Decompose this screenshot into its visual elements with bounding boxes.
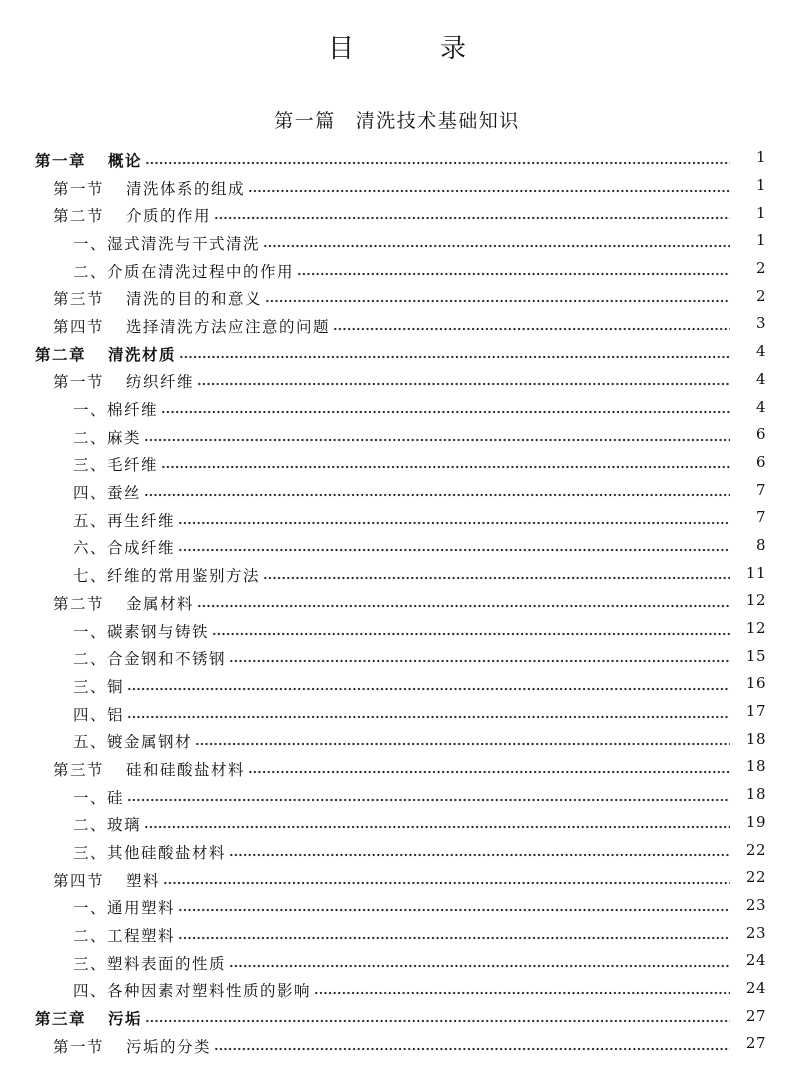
entry-label: 三、 (73, 456, 108, 475)
page-title: 目录 (327, 34, 552, 64)
entry-label: 一、 (73, 401, 108, 420)
entry-page-number: 4 (755, 397, 766, 416)
entry-label: 第一节 (53, 1037, 105, 1056)
entry-label: 第一节 (53, 179, 105, 198)
entry-label: 第二节 (53, 594, 105, 613)
entry-label: 四、 (73, 982, 108, 1001)
dot-leader (297, 272, 730, 276)
entry-label: 第一章 (35, 150, 87, 170)
chapter-entry (35, 340, 766, 368)
entry-page-number: 27 (745, 1006, 766, 1025)
dot-leader (333, 327, 730, 331)
entry-label: 二、 (73, 262, 108, 281)
entry-page-number: 4 (755, 369, 766, 388)
entry-label: 四、 (73, 484, 108, 503)
entry-title: 玻璃 (107, 816, 142, 835)
subsection-entry (35, 423, 766, 451)
entry-page-number: 22 (745, 868, 766, 887)
entry-title: 麻类 (107, 428, 142, 447)
entry-page-number: 22 (745, 840, 766, 859)
entry-page-number: 24 (745, 978, 766, 997)
chapter-entry (35, 1004, 766, 1032)
entry-label: 五、 (73, 511, 108, 530)
dot-leader (178, 521, 730, 525)
subsection-entry (35, 506, 766, 534)
entry-page-number: 4 (755, 342, 766, 361)
entry-title: 污垢的分类 (126, 1037, 212, 1056)
dot-leader (161, 410, 730, 414)
entry-page-number: 18 (745, 729, 766, 748)
entry-page-number: 24 (745, 951, 766, 970)
entry-title: 塑料表面的性质 (107, 954, 227, 973)
dot-leader (178, 548, 730, 552)
entry-title: 蚕丝 (107, 484, 142, 503)
entry-page-number: 27 (745, 1034, 766, 1053)
section-entry (35, 174, 766, 202)
entry-page-number: 1 (755, 231, 766, 250)
dot-leader (263, 576, 730, 580)
entry-page-number: 6 (755, 425, 766, 444)
entry-label: 第二章 (35, 344, 87, 364)
entry-label: 第四节 (53, 871, 105, 890)
entry-label: 一、 (73, 622, 108, 641)
entry-title: 介质的作用 (126, 207, 212, 226)
dot-leader (248, 189, 730, 193)
entry-label: 六、 (73, 539, 108, 558)
section-entry (35, 1032, 766, 1060)
table-of-contents (35, 146, 766, 1060)
entry-title: 铝 (107, 705, 125, 724)
entry-title: 各种因素对塑料性质的影响 (107, 982, 312, 1001)
section-entry (35, 312, 766, 340)
subsection-entry (35, 561, 766, 589)
section-entry (35, 755, 766, 783)
dot-leader (229, 853, 730, 857)
entry-label: 第四节 (53, 317, 105, 336)
entry-page-number: 18 (745, 757, 766, 776)
entry-label: 二、 (73, 650, 108, 669)
subsection-entry (35, 534, 766, 562)
subsection-entry (35, 838, 766, 866)
entry-title: 湿式清洗与干式清洗 (107, 234, 261, 253)
entry-label: 第三章 (35, 1009, 87, 1029)
entry-page-number: 2 (755, 259, 766, 278)
subsection-entry (35, 783, 766, 811)
dot-leader (144, 825, 730, 829)
entry-label: 四、 (73, 705, 108, 724)
entry-title: 清洗体系的组成 (126, 179, 246, 198)
entry-title: 工程塑料 (107, 927, 176, 946)
dot-leader (178, 908, 730, 912)
dot-leader (127, 715, 730, 719)
entry-label: 第三节 (53, 760, 105, 779)
entry-label: 七、 (73, 567, 108, 586)
subsection-entry (35, 949, 766, 977)
dot-leader (197, 604, 730, 608)
dot-leader (144, 493, 730, 497)
entry-title: 硅 (107, 788, 125, 807)
chapter-entry (35, 146, 766, 174)
entry-label: 三、 (73, 844, 108, 863)
entry-title: 硅和硅酸盐材料 (126, 760, 246, 779)
entry-title: 棉纤维 (107, 401, 159, 420)
entry-title: 镀金属钢材 (107, 733, 193, 752)
subsection-entry (35, 395, 766, 423)
entry-page-number: 7 (755, 480, 766, 499)
subsection-entry (35, 672, 766, 700)
subsection-entry (35, 811, 766, 839)
dot-leader (145, 161, 730, 165)
section-entry (35, 368, 766, 396)
entry-label: 三、 (73, 677, 108, 696)
dot-leader (263, 244, 730, 248)
entry-title: 碳素钢与铸铁 (107, 622, 210, 641)
entry-page-number: 7 (755, 508, 766, 527)
entry-page-number: 19 (745, 812, 766, 831)
dot-leader (179, 355, 730, 359)
entry-page-number: 2 (755, 286, 766, 305)
entry-label: 第二节 (53, 207, 105, 226)
subsection-entry (35, 478, 766, 506)
entry-title: 选择清洗方法应注意的问题 (126, 317, 331, 336)
section-entry (35, 284, 766, 312)
entry-title: 金属材料 (126, 594, 195, 613)
entry-title: 概论 (108, 150, 143, 170)
entry-title: 介质在清洗过程中的作用 (107, 262, 295, 281)
part-label: 第一篇 (274, 110, 336, 132)
part-heading (0, 108, 794, 134)
subsection-entry (35, 700, 766, 728)
subsection-entry (35, 644, 766, 672)
dot-leader (144, 438, 730, 442)
dot-leader (197, 382, 730, 386)
dot-leader (212, 632, 730, 636)
subsection-entry (35, 257, 766, 285)
entry-page-number: 12 (745, 591, 766, 610)
entry-page-number: 17 (745, 702, 766, 721)
section-entry (35, 201, 766, 229)
entry-page-number: 18 (745, 785, 766, 804)
subsection-entry (35, 894, 766, 922)
entry-page-number: 11 (745, 563, 766, 582)
entry-title: 其他硅酸盐材料 (107, 844, 227, 863)
entry-page-number: 16 (745, 674, 766, 693)
entry-title: 污垢 (108, 1009, 143, 1029)
entry-title: 清洗的目的和意义 (126, 290, 263, 309)
subsection-entry (35, 451, 766, 479)
entry-title: 再生纤维 (107, 511, 176, 530)
entry-title: 毛纤维 (107, 456, 159, 475)
entry-title: 合金钢和不锈钢 (107, 650, 227, 669)
entry-label: 二、 (73, 428, 108, 447)
entry-page-number: 3 (755, 314, 766, 333)
entry-label: 一、 (73, 788, 108, 807)
subsection-entry (35, 921, 766, 949)
entry-label: 一、 (73, 899, 108, 918)
entry-title: 通用塑料 (107, 899, 176, 918)
entry-label: 二、 (73, 927, 108, 946)
dot-leader (163, 881, 730, 885)
dot-leader (265, 299, 730, 303)
dot-leader (214, 1047, 730, 1051)
part-title: 清洗技术基础知识 (355, 110, 520, 132)
subsection-entry (35, 617, 766, 645)
entry-title: 合成纤维 (107, 539, 176, 558)
dot-leader (214, 216, 730, 220)
entry-page-number: 12 (745, 619, 766, 638)
entry-label: 第一节 (53, 373, 105, 392)
entry-page-number: 8 (755, 535, 766, 554)
section-entry (35, 866, 766, 894)
dot-leader (127, 687, 730, 691)
dot-leader (229, 659, 730, 663)
entry-title: 清洗材质 (108, 344, 177, 364)
dot-leader (248, 770, 730, 774)
entry-page-number: 1 (755, 203, 766, 222)
dot-leader (314, 991, 730, 995)
entry-title: 塑料 (126, 871, 161, 890)
entry-page-number: 23 (745, 923, 766, 942)
entry-title: 铜 (107, 677, 125, 696)
entry-title: 纤维的常用鉴别方法 (107, 567, 261, 586)
section-entry (35, 589, 766, 617)
entry-page-number: 1 (755, 148, 766, 167)
subsection-entry (35, 977, 766, 1005)
dot-leader (229, 964, 730, 968)
dot-leader (195, 742, 730, 746)
entry-label: 五、 (73, 733, 108, 752)
entry-page-number: 6 (755, 452, 766, 471)
subsection-entry (35, 727, 766, 755)
dot-leader (127, 798, 730, 802)
entry-title: 纺织纤维 (126, 373, 195, 392)
dot-leader (145, 1019, 730, 1023)
entry-label: 一、 (73, 234, 108, 253)
subsection-entry (35, 229, 766, 257)
entry-label: 二、 (73, 816, 108, 835)
entry-label: 第三节 (53, 290, 105, 309)
dot-leader (161, 465, 730, 469)
entry-page-number: 1 (755, 176, 766, 195)
entry-page-number: 23 (745, 895, 766, 914)
dot-leader (178, 936, 730, 940)
entry-label: 三、 (73, 954, 108, 973)
entry-page-number: 15 (745, 646, 766, 665)
